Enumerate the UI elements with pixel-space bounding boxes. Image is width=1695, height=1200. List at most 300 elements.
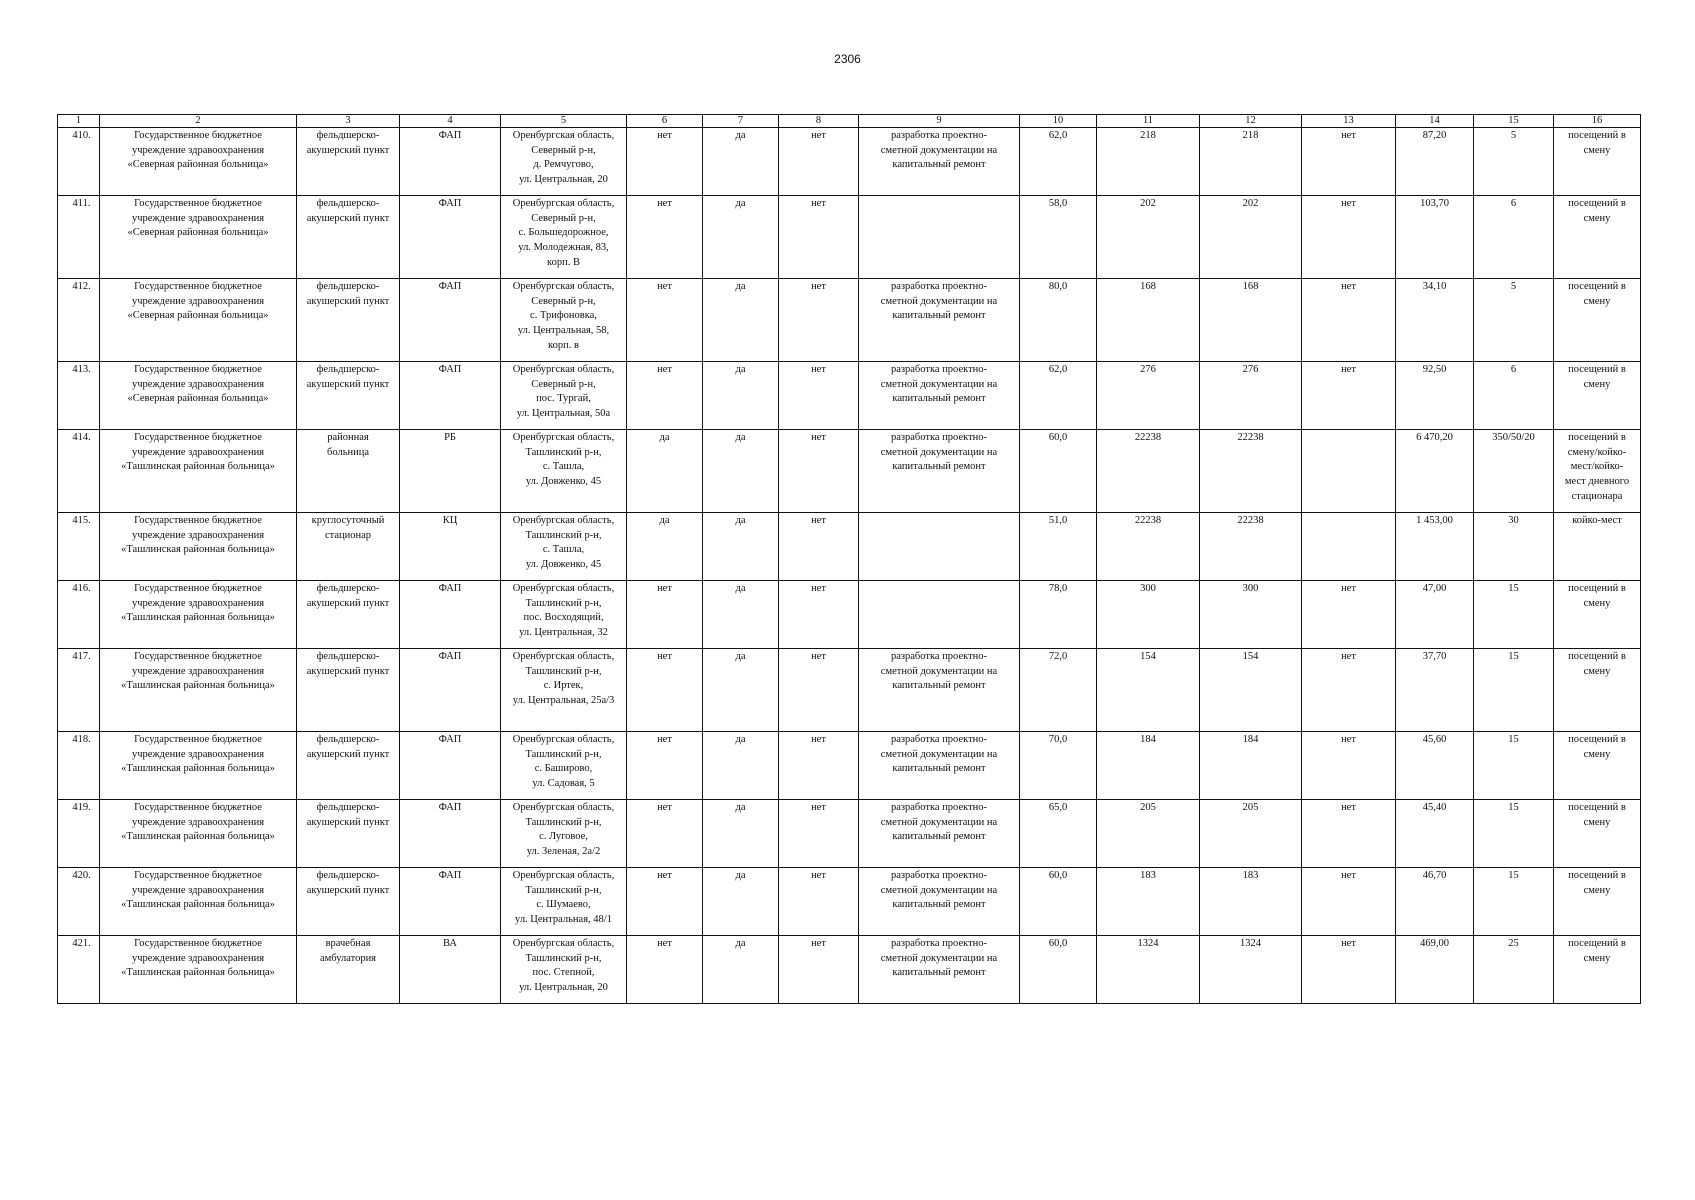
planned-works-line: сметной документации на xyxy=(880,665,998,677)
capacity-unit-line: смену xyxy=(1583,378,1611,390)
facility-abbreviation: ФАП xyxy=(400,196,501,279)
column-header-11: 11 xyxy=(1097,115,1200,128)
column-6-value: нет xyxy=(627,196,703,279)
planned-works xyxy=(859,649,1020,732)
column-8-value: нет xyxy=(779,732,859,800)
planned-works-line: капитальный ремонт xyxy=(892,393,986,405)
column-12-value: 276 xyxy=(1200,362,1302,430)
column-12-value: 1324 xyxy=(1200,936,1302,1004)
column-header-6: 6 xyxy=(627,115,703,128)
facility-abbreviation: ФАП xyxy=(400,279,501,362)
page-number: 2306 xyxy=(834,52,861,66)
facility-type xyxy=(297,868,400,936)
capacity-unit xyxy=(1554,513,1641,581)
facility-address-line: Оренбургская область, xyxy=(512,734,615,745)
capacity-unit-line: смену xyxy=(1583,816,1611,828)
facility-address xyxy=(501,936,627,1004)
facility-address-line: ул. Центральная, 58, xyxy=(517,325,610,337)
column-10-value: 78,0 xyxy=(1020,581,1097,649)
capacity-unit-line: посещений в xyxy=(1568,281,1626,292)
institution-name-line: учреждение здравоохранения xyxy=(131,529,265,541)
column-11-value: 218 xyxy=(1097,128,1200,196)
column-14-value: 46,70 xyxy=(1396,868,1474,936)
institution-name-line: Государственное бюджетное xyxy=(134,281,262,292)
facility-type-line: акушерский пункт xyxy=(306,748,390,760)
planned-works-line: сметной документации на xyxy=(880,144,998,156)
capacity-unit-line: посещений в xyxy=(1568,802,1626,813)
facility-type-line: фельдшерско- xyxy=(316,870,380,881)
table-row xyxy=(58,732,1641,800)
facility-address-line: ул. Центральная, 25а/3 xyxy=(512,695,615,707)
row-number: 412. xyxy=(58,279,100,362)
facility-abbreviation: ФАП xyxy=(400,581,501,649)
column-8-value: нет xyxy=(779,868,859,936)
column-14-value: 87,20 xyxy=(1396,128,1474,196)
facility-type xyxy=(297,513,400,581)
facility-type-line: фельдшерско- xyxy=(316,130,380,141)
capacity-unit-line: мест дневного xyxy=(1564,476,1630,488)
column-header-2: 2 xyxy=(100,115,297,128)
table-row xyxy=(58,430,1641,513)
column-12-value: 184 xyxy=(1200,732,1302,800)
column-header-4: 4 xyxy=(400,115,501,128)
capacity-value: 15 xyxy=(1474,581,1554,649)
column-13-value: нет xyxy=(1302,936,1396,1004)
institution-name-line: учреждение здравоохранения xyxy=(131,446,265,458)
table-row xyxy=(58,128,1641,196)
institution-name-line: Государственное бюджетное xyxy=(134,432,262,443)
capacity-unit-line: смену xyxy=(1583,952,1611,964)
institution-name-line: «Северная районная больница» xyxy=(127,159,269,171)
institution-name xyxy=(100,581,297,649)
column-11-value: 1324 xyxy=(1097,936,1200,1004)
column-12-value: 22238 xyxy=(1200,513,1302,581)
capacity-unit xyxy=(1554,196,1641,279)
capacity-value: 25 xyxy=(1474,936,1554,1004)
capacity-value: 350/50/20 xyxy=(1474,430,1554,513)
institution-name xyxy=(100,513,297,581)
column-13-value: нет xyxy=(1302,649,1396,732)
column-8-value: нет xyxy=(779,649,859,732)
planned-works-line: капитальный ремонт xyxy=(892,680,986,692)
facility-address-line: с. Шумаево, xyxy=(536,899,591,911)
facility-type xyxy=(297,649,400,732)
capacity-unit-line: посещений в xyxy=(1568,583,1626,594)
planned-works xyxy=(859,430,1020,513)
facility-type-line: круглосуточный xyxy=(311,515,385,526)
row-number: 410. xyxy=(58,128,100,196)
column-8-value: нет xyxy=(779,800,859,868)
column-13-value xyxy=(1302,430,1396,513)
column-6-value: да xyxy=(627,430,703,513)
column-header-12: 12 xyxy=(1200,115,1302,128)
planned-works-line: сметной документации на xyxy=(880,295,998,307)
planned-works xyxy=(859,279,1020,362)
facility-type-line: акушерский пункт xyxy=(306,144,390,156)
institution-name xyxy=(100,800,297,868)
capacity-unit xyxy=(1554,868,1641,936)
capacity-unit-line: смену xyxy=(1583,665,1611,677)
facility-address-line: с. Баширово, xyxy=(534,763,593,775)
column-13-value: нет xyxy=(1302,868,1396,936)
facility-abbreviation: РБ xyxy=(400,430,501,513)
column-6-value: нет xyxy=(627,362,703,430)
column-7-value: да xyxy=(703,732,779,800)
facility-type xyxy=(297,196,400,279)
facility-type-line: амбулатория xyxy=(319,952,377,964)
header-row xyxy=(58,115,1641,128)
capacity-value: 5 xyxy=(1474,279,1554,362)
row-number: 418. xyxy=(58,732,100,800)
capacity-unit-line: стационара xyxy=(1571,490,1623,502)
planned-works-line: сметной документации на xyxy=(880,884,998,896)
planned-works xyxy=(859,732,1020,800)
facility-address xyxy=(501,868,627,936)
column-8-value: нет xyxy=(779,430,859,513)
facility-type-line: акушерский пункт xyxy=(306,597,390,609)
column-header-1: 1 xyxy=(58,115,100,128)
column-7-value: да xyxy=(703,868,779,936)
facility-type xyxy=(297,128,400,196)
facility-type-line: фельдшерско- xyxy=(316,734,380,745)
column-header-14: 14 xyxy=(1396,115,1474,128)
column-header-8: 8 xyxy=(779,115,859,128)
facility-address-line: Оренбургская область, xyxy=(512,583,615,594)
column-13-value xyxy=(1302,513,1396,581)
planned-works-line: капитальный ремонт xyxy=(892,159,986,171)
column-13-value: нет xyxy=(1302,362,1396,430)
planned-works xyxy=(859,196,1020,279)
table-row xyxy=(58,513,1641,581)
column-6-value: да xyxy=(627,513,703,581)
capacity-unit-line: посещений в xyxy=(1568,870,1626,881)
planned-works xyxy=(859,362,1020,430)
facility-address-line: пос. Восходящий, xyxy=(523,612,604,624)
column-14-value: 92,50 xyxy=(1396,362,1474,430)
row-number: 417. xyxy=(58,649,100,732)
column-7-value: да xyxy=(703,128,779,196)
facility-address-line: ул. Молодежная, 83, xyxy=(518,242,609,254)
facility-address-line: ул. Довженко, 45 xyxy=(525,559,602,571)
facility-address-line: с. Ташла, xyxy=(542,544,585,556)
capacity-unit xyxy=(1554,279,1641,362)
facility-address-line: ул. Довженко, 45 xyxy=(525,476,602,488)
column-10-value: 62,0 xyxy=(1020,128,1097,196)
institution-name-line: «Северная районная больница» xyxy=(127,393,269,405)
facility-address-line: с. Ташла, xyxy=(542,461,585,473)
column-6-value: нет xyxy=(627,649,703,732)
institution-name-line: Государственное бюджетное xyxy=(134,130,262,141)
facility-address xyxy=(501,513,627,581)
institution-name-line: «Ташлинская районная больница» xyxy=(121,544,275,556)
planned-works-line: разработка проектно- xyxy=(890,802,988,813)
institution-name-line: «Ташлинская районная больница» xyxy=(121,967,275,979)
column-8-value: нет xyxy=(779,513,859,581)
capacity-unit xyxy=(1554,430,1641,513)
facility-address-line: с. Луговое, xyxy=(539,831,588,843)
capacity-value: 15 xyxy=(1474,800,1554,868)
facilities-table xyxy=(57,114,1641,1004)
facility-address-line: д. Ремчугово, xyxy=(533,159,594,171)
column-10-value: 60,0 xyxy=(1020,936,1097,1004)
column-14-value: 6 470,20 xyxy=(1396,430,1474,513)
capacity-unit-line: смену xyxy=(1583,597,1611,609)
facility-type-line: фельдшерско- xyxy=(316,651,380,662)
facility-address-line: Ташлинский р-н, xyxy=(525,597,602,609)
capacity-unit-line: койко-мест xyxy=(1572,515,1622,526)
row-number: 411. xyxy=(58,196,100,279)
column-8-value: нет xyxy=(779,936,859,1004)
column-7-value: да xyxy=(703,800,779,868)
facility-type xyxy=(297,936,400,1004)
table-header xyxy=(58,115,1641,128)
facility-address-line: Ташлинский р-н, xyxy=(525,446,602,458)
institution-name-line: Государственное бюджетное xyxy=(134,802,262,813)
facility-address-line: Северный р-н, xyxy=(531,378,596,390)
facility-address xyxy=(501,430,627,513)
facility-address-line: Оренбургская область, xyxy=(512,651,615,662)
institution-name-line: учреждение здравоохранения xyxy=(131,295,265,307)
institution-name-line: «Северная районная больница» xyxy=(127,310,269,322)
column-11-value: 22238 xyxy=(1097,430,1200,513)
institution-name-line: «Ташлинская районная больница» xyxy=(121,831,275,843)
column-13-value: нет xyxy=(1302,732,1396,800)
capacity-unit-line: посещений в xyxy=(1568,198,1626,209)
capacity-value: 6 xyxy=(1474,196,1554,279)
facility-address-line: Оренбургская область, xyxy=(512,198,615,209)
capacity-unit-line: смену xyxy=(1583,884,1611,896)
column-11-value: 276 xyxy=(1097,362,1200,430)
column-7-value: да xyxy=(703,362,779,430)
column-6-value: нет xyxy=(627,732,703,800)
column-11-value: 205 xyxy=(1097,800,1200,868)
column-14-value: 47,00 xyxy=(1396,581,1474,649)
institution-name-line: учреждение здравоохранения xyxy=(131,952,265,964)
capacity-unit xyxy=(1554,800,1641,868)
column-7-value: да xyxy=(703,581,779,649)
row-number: 416. xyxy=(58,581,100,649)
column-13-value: нет xyxy=(1302,128,1396,196)
capacity-unit-line: посещений в xyxy=(1568,938,1626,949)
facility-address-line: Оренбургская область, xyxy=(512,281,615,292)
facility-address-line: ул. Центральная, 48/1 xyxy=(515,914,612,926)
institution-name-line: Государственное бюджетное xyxy=(134,938,262,949)
capacity-unit xyxy=(1554,128,1641,196)
planned-works-line: капитальный ремонт xyxy=(892,461,986,473)
facility-address-line: Оренбургская область, xyxy=(512,938,615,949)
facility-type xyxy=(297,800,400,868)
facility-abbreviation: ВА xyxy=(400,936,501,1004)
column-13-value: нет xyxy=(1302,800,1396,868)
facility-address-line: Оренбургская область, xyxy=(512,364,615,375)
table-row xyxy=(58,649,1641,732)
column-header-7: 7 xyxy=(703,115,779,128)
facility-type xyxy=(297,732,400,800)
column-14-value: 103,70 xyxy=(1396,196,1474,279)
institution-name-line: «Ташлинская районная больница» xyxy=(121,680,275,692)
planned-works-line: сметной документации на xyxy=(880,446,998,458)
table-row xyxy=(58,196,1641,279)
column-12-value: 218 xyxy=(1200,128,1302,196)
facility-address-line: ул. Центральная, 32 xyxy=(519,627,608,639)
facility-address xyxy=(501,128,627,196)
capacity-unit-line: посещений в xyxy=(1568,364,1626,375)
row-number: 414. xyxy=(58,430,100,513)
column-12-value: 202 xyxy=(1200,196,1302,279)
column-12-value: 154 xyxy=(1200,649,1302,732)
column-12-value: 205 xyxy=(1200,800,1302,868)
institution-name xyxy=(100,649,297,732)
facility-type-line: акушерский пункт xyxy=(306,378,390,390)
facility-type-line: акушерский пункт xyxy=(306,816,390,828)
institution-name xyxy=(100,362,297,430)
facility-address xyxy=(501,581,627,649)
facility-address-line: ул. Центральная, 50а xyxy=(516,408,611,420)
institution-name-line: учреждение здравоохранения xyxy=(131,597,265,609)
planned-works xyxy=(859,128,1020,196)
column-7-value: да xyxy=(703,936,779,1004)
capacity-unit xyxy=(1554,581,1641,649)
planned-works-line: разработка проектно- xyxy=(890,734,988,745)
column-6-value: нет xyxy=(627,128,703,196)
column-11-value: 202 xyxy=(1097,196,1200,279)
planned-works xyxy=(859,581,1020,649)
column-8-value: нет xyxy=(779,196,859,279)
column-10-value: 65,0 xyxy=(1020,800,1097,868)
capacity-unit xyxy=(1554,649,1641,732)
column-10-value: 62,0 xyxy=(1020,362,1097,430)
facility-type-line: акушерский пункт xyxy=(306,884,390,896)
planned-works-line: разработка проектно- xyxy=(890,651,988,662)
column-11-value: 154 xyxy=(1097,649,1200,732)
column-header-15: 15 xyxy=(1474,115,1554,128)
institution-name-line: учреждение здравоохранения xyxy=(131,212,265,224)
facility-type xyxy=(297,362,400,430)
facility-type-line: акушерский пункт xyxy=(306,212,390,224)
facility-address xyxy=(501,362,627,430)
capacity-unit-line: посещений в xyxy=(1568,734,1626,745)
column-header-10: 10 xyxy=(1020,115,1097,128)
facility-address-line: пос. Степной, xyxy=(532,967,595,979)
column-6-value: нет xyxy=(627,279,703,362)
planned-works-line: разработка проектно- xyxy=(890,870,988,881)
capacity-value: 15 xyxy=(1474,649,1554,732)
facility-type-line: акушерский пункт xyxy=(306,295,390,307)
institution-name xyxy=(100,936,297,1004)
facility-address-line: Ташлинский р-н, xyxy=(525,665,602,677)
planned-works xyxy=(859,513,1020,581)
table-row xyxy=(58,936,1641,1004)
column-7-value: да xyxy=(703,513,779,581)
planned-works-line: разработка проектно- xyxy=(890,281,988,292)
planned-works-line: капитальный ремонт xyxy=(892,899,986,911)
column-10-value: 51,0 xyxy=(1020,513,1097,581)
column-10-value: 58,0 xyxy=(1020,196,1097,279)
facility-abbreviation: ФАП xyxy=(400,649,501,732)
institution-name-line: учреждение здравоохранения xyxy=(131,378,265,390)
column-14-value: 469,00 xyxy=(1396,936,1474,1004)
capacity-unit-line: посещений в xyxy=(1568,651,1626,662)
facility-address-line: ул. Садовая, 5 xyxy=(532,778,595,790)
planned-works-line: капитальный ремонт xyxy=(892,763,986,775)
column-header-13: 13 xyxy=(1302,115,1396,128)
facility-type-line: стационар xyxy=(324,529,372,541)
facility-type-line: фельдшерско- xyxy=(316,583,380,594)
column-13-value: нет xyxy=(1302,196,1396,279)
capacity-unit xyxy=(1554,732,1641,800)
institution-name-line: учреждение здравоохранения xyxy=(131,816,265,828)
planned-works-line: разработка проектно- xyxy=(890,364,988,375)
facility-address xyxy=(501,649,627,732)
institution-name-line: «Северная районная больница» xyxy=(127,227,269,239)
column-8-value: нет xyxy=(779,581,859,649)
capacity-value: 5 xyxy=(1474,128,1554,196)
facility-abbreviation: КЦ xyxy=(400,513,501,581)
facility-address-line: пос. Тургай, xyxy=(536,393,591,405)
column-11-value: 22238 xyxy=(1097,513,1200,581)
table-row xyxy=(58,279,1641,362)
institution-name xyxy=(100,128,297,196)
column-10-value: 70,0 xyxy=(1020,732,1097,800)
column-header-16: 16 xyxy=(1554,115,1641,128)
facility-address-line: с. Трифоновка, xyxy=(530,310,597,322)
facility-type-line: фельдшерско- xyxy=(316,364,380,375)
column-6-value: нет xyxy=(627,581,703,649)
facility-abbreviation: ФАП xyxy=(400,128,501,196)
capacity-value: 15 xyxy=(1474,732,1554,800)
institution-name-line: Государственное бюджетное xyxy=(134,515,262,526)
facility-type xyxy=(297,430,400,513)
column-7-value: да xyxy=(703,279,779,362)
facility-address-line: корп. В xyxy=(547,256,580,268)
column-14-value: 37,70 xyxy=(1396,649,1474,732)
capacity-unit-line: смену xyxy=(1583,748,1611,760)
institution-name-line: Государственное бюджетное xyxy=(134,870,262,881)
facility-address-line: Ташлинский р-н, xyxy=(525,748,602,760)
row-number: 413. xyxy=(58,362,100,430)
column-6-value: нет xyxy=(627,868,703,936)
table-row xyxy=(58,800,1641,868)
facility-address-line: Оренбургская область, xyxy=(512,870,615,881)
capacity-unit-line: смену xyxy=(1583,144,1611,156)
facility-address-line: Оренбургская область, xyxy=(512,515,615,526)
column-13-value: нет xyxy=(1302,581,1396,649)
planned-works-line: разработка проектно- xyxy=(890,938,988,949)
facility-type-line: фельдшерско- xyxy=(316,281,380,292)
facility-address-line: Ташлинский р-н, xyxy=(525,952,602,964)
column-12-value: 22238 xyxy=(1200,430,1302,513)
capacity-unit xyxy=(1554,936,1641,1004)
column-8-value: нет xyxy=(779,362,859,430)
column-7-value: да xyxy=(703,196,779,279)
facility-type-line: акушерский пункт xyxy=(306,665,390,677)
planned-works xyxy=(859,868,1020,936)
column-8-value: нет xyxy=(779,279,859,362)
facility-address-line: Северный р-н, xyxy=(531,295,596,307)
facility-address-line: Северный р-н, xyxy=(531,212,596,224)
planned-works-line: сметной документации на xyxy=(880,952,998,964)
facility-address xyxy=(501,732,627,800)
planned-works-line: разработка проектно- xyxy=(890,130,988,141)
column-12-value: 300 xyxy=(1200,581,1302,649)
planned-works-line: сметной документации на xyxy=(880,378,998,390)
column-7-value: да xyxy=(703,430,779,513)
institution-name-line: «Ташлинская районная больница» xyxy=(121,899,275,911)
institution-name-line: Государственное бюджетное xyxy=(134,364,262,375)
column-12-value: 168 xyxy=(1200,279,1302,362)
facility-address-line: Северный р-н, xyxy=(531,144,596,156)
facility-address xyxy=(501,196,627,279)
